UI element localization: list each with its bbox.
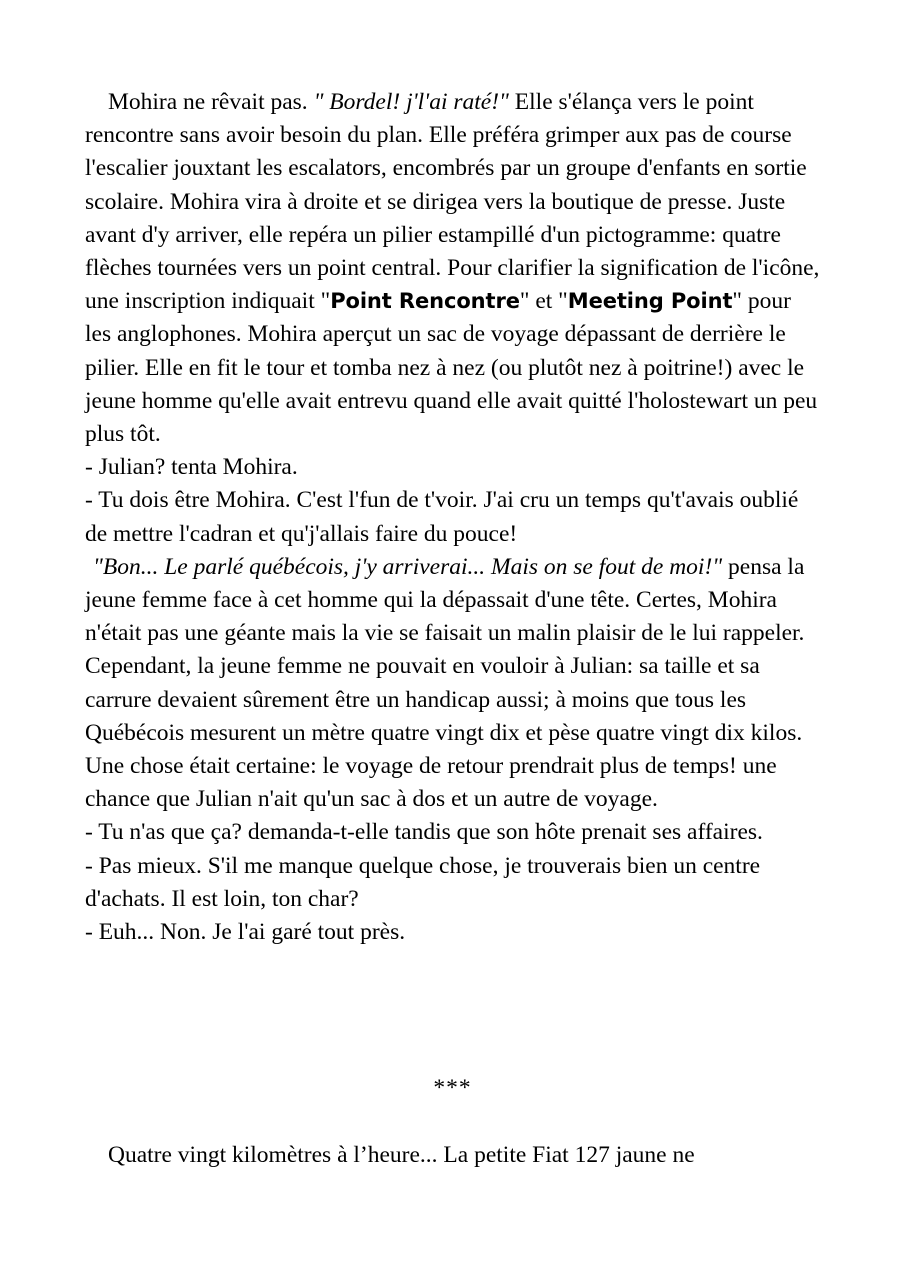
dialogue-line-4: - Pas mieux. S'il me manque quelque chose, je trouverais bien un centre d'achats. Il est loin, ton char? [85, 852, 761, 912]
paragraph-1-part-d: " pour les anglophones. Mohira aperçut un sac de voyage dépassant de derrière le pilier. Elle en fit le tour et tomba nez à nez (ou plutôt nez à poitrine!) avec le jeune homme qu'elle avait entrevu quand elle avait quitté l'holostewart un peu plus tôt. [85, 288, 818, 448]
dialogue-line-5: - Euh... Non. Je l'ai garé tout près. [85, 919, 406, 946]
sign-text-french: Point Rencontre [330, 289, 520, 314]
paragraph-2 [85, 551, 821, 817]
dialogue-line-2: - Tu dois être Mohira. C'est l'fun de t'voir. J'ai cru un temps qu't'avais oublié de mettre l'cadran et qu'j'allais faire du pouce! [85, 487, 799, 547]
body-text-column [85, 86, 821, 949]
dialogue-line-1: - Julian? tenta Mohira. [85, 454, 298, 481]
sign-text-english: Meeting Point [567, 289, 733, 314]
paragraph-1-part-a: Mohira ne rêvait pas. [108, 89, 314, 115]
paragraph-2-rest: pensa la jeune femme face à cet homme qui la dépassait d'une tête. Certes, Mohira n'était pas une géante mais la vie se faisait un malin plaisir de le lui rappeler. Cependant, la jeune femme ne pouvait en vouloir à Julian: sa taille et sa carrure devaient sûrement être un handicap aussi; à moins que tous les Québécois mesurent un mètre quatre vingt dix et pèse quatre vingt dix kilos. Une chose était certaine: le voyage de retour prendrait plus de temps! une chance que Julian n'ait qu'un sac à dos et un autre de voyage. [85, 553, 805, 813]
quebecois-thought-italic: "Bon... Le parlé québécois, j'y arriverai... Mais on se fout de moi!" [93, 553, 723, 580]
paragraph-1-part-b: Elle s'élança vers le point rencontre sans avoir besoin du plan. Elle préféra grimper aux pas de course l'escalier jouxtant les escalators, encombrés par un groupe d'enfants en sortie scolaire. Mohira vira à droite et se dirigea vers la boutique de presse. Juste avant d'y arriver, elle repéra un pilier estampillé d'un pictogramme: quatre flèches tournées vers un point central. Pour clarifier la signification de l'icône, une inscription indiquait " [85, 89, 820, 315]
paragraph-1-part-c: " et " [519, 288, 568, 315]
scene-separator: *** [433, 1075, 472, 1101]
paragraph-1 [85, 86, 821, 451]
closing-paragraph: Quatre vingt kilomètres à l’heure... La petite Fiat 127 jaune ne [108, 1142, 695, 1168]
dialogue-line-3: - Tu n'as que ça? demanda-t-elle tandis que son hôte prenait ses affaires. [85, 819, 763, 846]
bordel-quote-italic: " Bordel! j'l'ai raté!" [313, 89, 509, 115]
